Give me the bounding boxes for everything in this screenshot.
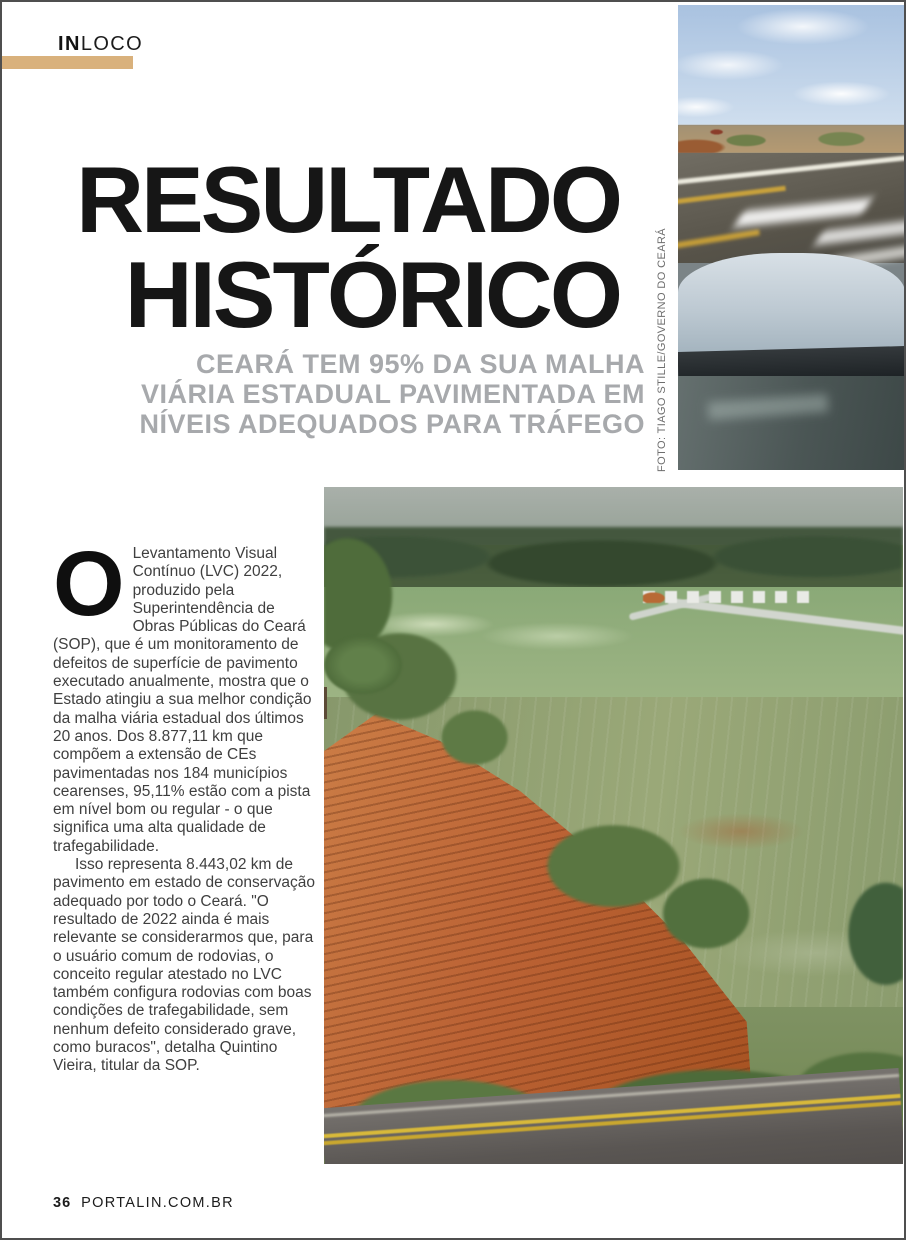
photo-glass-reflection: [708, 394, 829, 420]
photo-credit: FOTO: TIAGO STILLE/GOVERNO DO CEARÁ: [656, 227, 668, 472]
photo-road-marking-blur2: [815, 218, 905, 245]
subtitle-line2: VIÁRIA ESTADUAL PAVIMENTADA EM: [140, 379, 645, 409]
photo-sky: [678, 5, 905, 125]
footer-site-url: PORTALIN.COM.BR: [81, 1195, 234, 1211]
article-title-line2: HISTÓRICO: [124, 242, 620, 347]
paragraph-1: [53, 533, 317, 856]
photo-car-glass: [678, 376, 905, 470]
paragraph-2: Isso representa 8.443,02 km de pavimento em estado de conservação adequado por todo o Ceará. "O resultado de 2022 ainda é mais relevante se considerarmos que, para o usuário comum de rodovias, o conceito regular atestado no LVC também configura rodovias com boas condições de trafegabilidade, sem nenhum defeito considerado grave, como buracos", detalha Quintino Vieira, titular da SOP.: [53, 856, 315, 1075]
subtitle-line3: NÍVEIS ADEQUADOS PARA TRÁFEGO: [139, 409, 645, 439]
page-number: 36: [53, 1195, 72, 1211]
drop-cap: O: [53, 533, 123, 635]
photo-lone-tree-trunk: [324, 687, 327, 719]
section-label-bold: IN: [58, 33, 81, 55]
photo-car-roof: [678, 253, 905, 357]
photo-road-edge-line: [678, 153, 905, 185]
photo-yellow-line: [678, 186, 786, 206]
photo-lone-tree: [324, 636, 402, 694]
road-photo: [678, 5, 905, 470]
photo-road-marking-blur: [734, 198, 872, 228]
accent-bar: [2, 56, 133, 69]
paragraph-1-text: Levantamento Visual Contínuo (LVC) 2022, produzido pela Superintendência de Obras Públicas do Ceará (SOP), que é um monitoramento de defeitos de superfície de pavimento executado anualmente, mostra que o Estado atingiu a sua melhor condição da malha viária estadual dos últimos 20 anos. Dos 8.877,11 km que compõem a extensão de CEs pavimentadas nos 184 municípios cearenses, 95,11% estão com a pista em nível bom ou regular - o que significa uma alta qualidade de trafegabilidade.: [53, 545, 312, 855]
photo-asphalt: [678, 153, 905, 263]
section-label: [58, 33, 143, 56]
article-title-line1: RESULTADO: [76, 147, 620, 252]
article-subtitle: [139, 349, 645, 439]
article-title: [76, 147, 620, 347]
section-label-light: LOCO: [80, 33, 144, 55]
page-footer: [53, 1195, 234, 1211]
subtitle-line1: CEARÁ TEM 95% DA SUA MALHA: [195, 349, 645, 379]
article-body: [53, 533, 317, 1076]
photo-yellow-line2: [678, 229, 760, 251]
photo-shrubs: [324, 487, 903, 1164]
photo-roadside-scrub: [678, 125, 905, 153]
landscape-photo: [324, 487, 903, 1164]
